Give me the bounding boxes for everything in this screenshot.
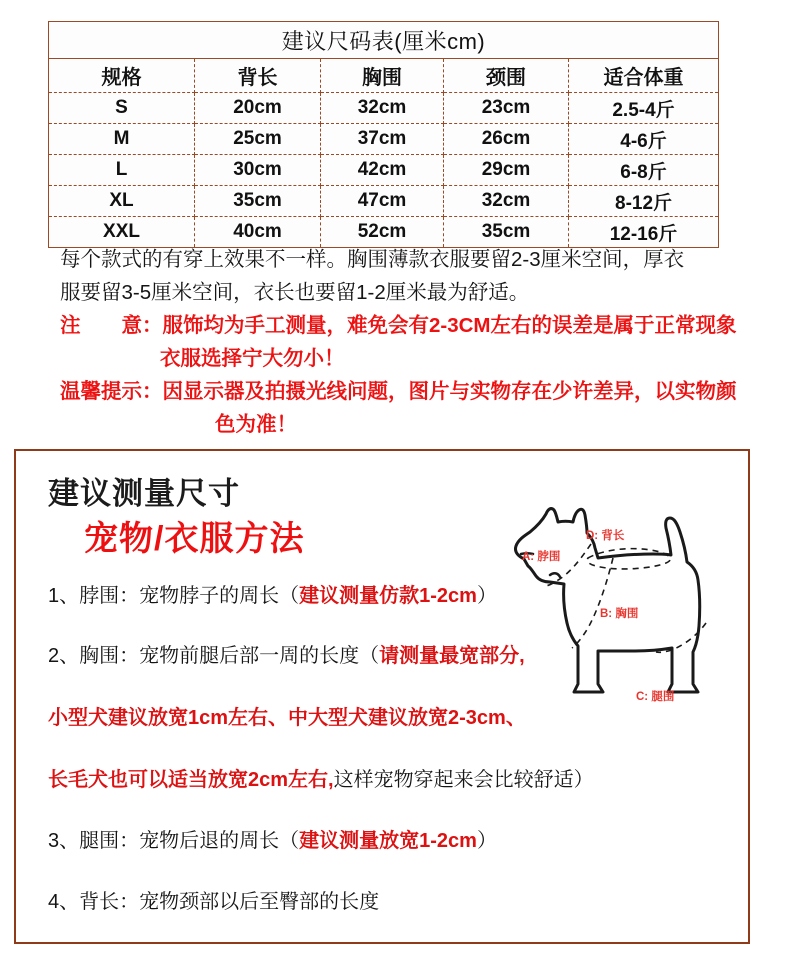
step-1-highlight: 建议测量仿款1-2cm	[299, 585, 477, 607]
cell-weight: 6-8斤	[569, 155, 719, 186]
diagram-label-back-length: D: 背长	[586, 530, 625, 542]
cell-size: XL	[49, 186, 195, 217]
step-2b-text: 这样宠物穿起来会比较舒适）	[333, 769, 594, 791]
diagram-label-chest: B: 胸围	[600, 608, 639, 620]
table-title-row	[49, 22, 719, 59]
table-row	[49, 93, 719, 124]
column-header-back-length: 背长	[195, 59, 321, 93]
note-line-1: 每个款式的有穿上效果不一样。胸围薄款衣服要留2-3厘米空间，厚衣	[60, 248, 685, 271]
note-attention-line: 注 意：服饰均为手工测量，难免会有2-3CM左右的误差是属于正常现象	[60, 314, 737, 337]
diagram-label-leg: C: 腿围	[636, 691, 675, 703]
measure-step-1	[48, 579, 497, 608]
measurement-title-black: 建议测量尺寸	[48, 476, 240, 511]
cell-neck: 26cm	[444, 124, 569, 155]
dog-measurement-diagram	[488, 496, 743, 721]
cell-chest: 47cm	[321, 186, 444, 217]
cell-back-length: 40cm	[195, 217, 321, 248]
size-chart-title: 建议尺码表(厘米cm)	[49, 22, 719, 59]
cell-weight: 4-6斤	[569, 124, 719, 155]
step-1-text: 1、脖围：宠物脖子的周长（	[48, 585, 300, 607]
table-row	[49, 124, 719, 155]
step-3-tail: ）	[476, 830, 497, 852]
cell-back-length: 30cm	[195, 155, 321, 186]
column-header-chest: 胸围	[321, 59, 444, 93]
cell-neck: 35cm	[444, 217, 569, 248]
step-1-tail: ）	[476, 585, 497, 607]
cell-weight: 8-12斤	[569, 186, 719, 217]
step-2b-highlight: 长毛犬也可以适当放宽2cm左右,	[48, 769, 334, 791]
note-line-2: 服要留3-5厘米空间，衣长也要留1-2厘米最为舒适。	[60, 281, 530, 304]
cell-size: L	[49, 155, 195, 186]
step-2-highlight: 请测量最宽部分,	[379, 645, 525, 667]
cell-weight: 2.5-4斤	[569, 93, 719, 124]
cell-size: M	[49, 124, 195, 155]
measure-step-2	[48, 639, 525, 668]
measure-step-2-note-a: 小型犬建议放宽1cm左右、中大型犬建议放宽2-3cm、	[48, 707, 526, 729]
cell-chest: 32cm	[321, 93, 444, 124]
cell-neck: 29cm	[444, 155, 569, 186]
measure-step-3	[48, 824, 497, 853]
notes-section	[0, 243, 790, 441]
step-3-highlight: 建议测量放宽1-2cm	[299, 830, 477, 852]
cell-neck: 32cm	[444, 186, 569, 217]
note-warm-tip-line: 温馨提示：因显示器及拍摄光线问题，图片与实物存在少许差异，以实物颜	[60, 380, 737, 403]
size-chart-table	[48, 21, 719, 248]
cell-size: S	[49, 93, 195, 124]
step-2-text: 2、胸围：宠物前腿后部一周的长度（	[48, 645, 380, 667]
note-size-advice-line: 衣服选择宁大勿小！	[160, 347, 345, 370]
step-3-text: 3、腿围：宠物后退的周长（	[48, 830, 300, 852]
measure-step-2-note-b	[48, 763, 594, 792]
cell-chest: 42cm	[321, 155, 444, 186]
table-row	[49, 155, 719, 186]
cell-neck: 23cm	[444, 93, 569, 124]
cell-back-length: 25cm	[195, 124, 321, 155]
column-header-spec: 规格	[49, 59, 195, 93]
measurement-guide-box	[14, 449, 750, 944]
step-4-text: 4、背长：宠物颈部以后至臀部的长度	[48, 891, 380, 913]
cell-chest: 37cm	[321, 124, 444, 155]
cell-size: XXL	[49, 217, 195, 248]
note-warm-tip-line-2: 色为准！	[215, 413, 297, 436]
measure-step-4	[48, 885, 379, 914]
table-header-row	[49, 59, 719, 93]
size-chart-container	[48, 21, 718, 248]
cell-back-length: 35cm	[195, 186, 321, 217]
cell-back-length: 20cm	[195, 93, 321, 124]
measurement-title-red: 宠物/衣服方法	[84, 520, 305, 558]
column-header-neck: 颈围	[444, 59, 569, 93]
diagram-label-neck: A: 脖围	[522, 551, 561, 563]
column-header-weight: 适合体重	[569, 59, 719, 93]
cell-chest: 52cm	[321, 217, 444, 248]
cell-weight: 12-16斤	[609, 223, 678, 245]
table-row	[49, 186, 719, 217]
